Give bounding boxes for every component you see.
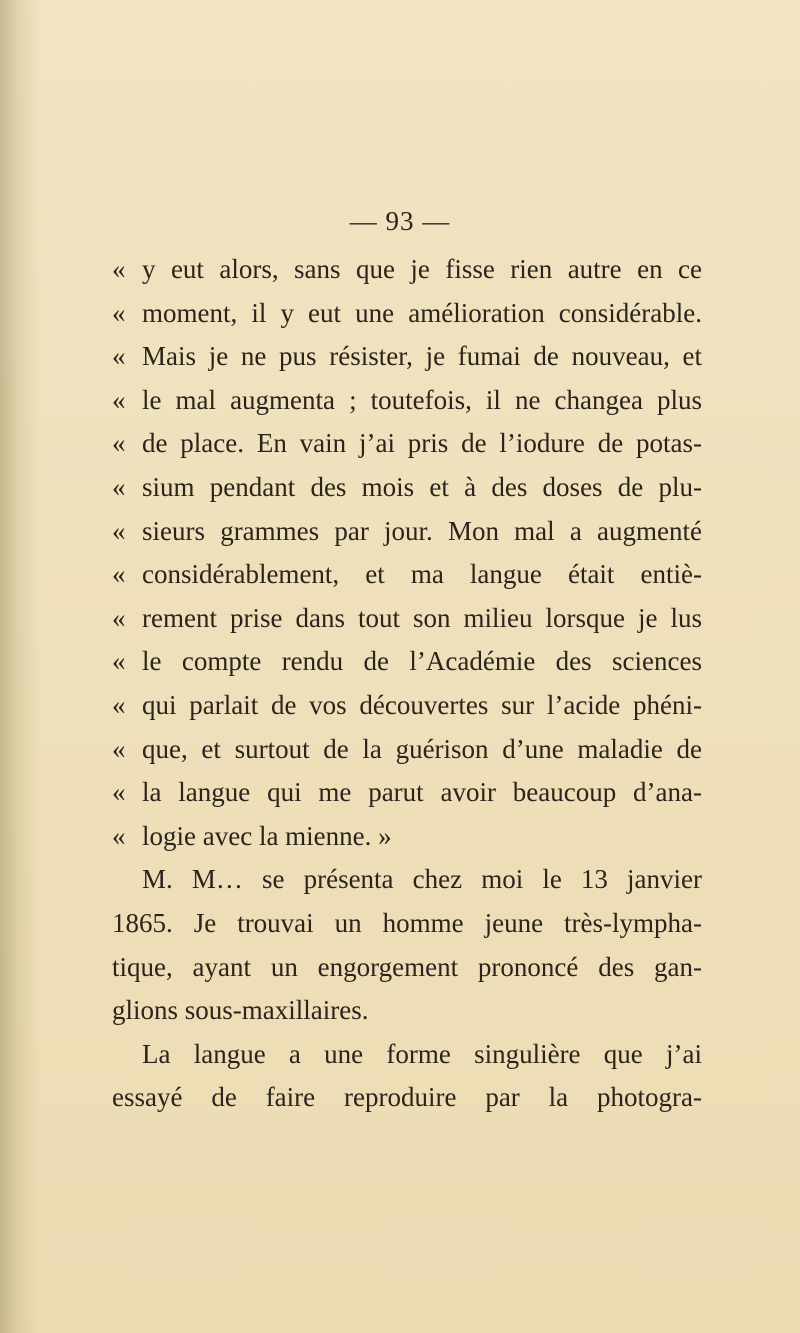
body-text <box>112 248 702 1120</box>
text-line: « qui parlait de vos découvertes sur l’acide phéni- <box>112 684 702 728</box>
text-line: essayé de faire reproduire par la photogra- <box>112 1082 702 1113</box>
text-line: « sium pendant des mois et à des doses de plu- <box>112 466 702 510</box>
text-line: « la langue qui me parut avoir beaucoup d’ana- <box>112 771 702 815</box>
text-line: « le compte rendu de l’Académie des sciences <box>112 640 702 684</box>
text-line: « moment, il y eut une amélioration considérable. <box>112 292 702 336</box>
text-line: « de place. En vain j’ai pris de l’iodure de potas- <box>112 422 702 466</box>
text-line: glions sous-maxillaires. <box>112 995 369 1026</box>
text-line: « sieurs grammes par jour. Mon mal a augmenté <box>112 510 702 554</box>
text-line: La langue a une forme singulière que j’ai <box>142 1038 702 1069</box>
text-line: « logie avec la mienne. » <box>112 815 702 859</box>
text-line: « que, et surtout de la guérison d’une maladie de <box>112 728 702 772</box>
text-line: « rement prise dans tout son milieu lorsque je lus <box>112 597 702 641</box>
page-number: — 93 — <box>349 206 451 236</box>
text-line: tique, ayant un engorgement prononcé des gan- <box>112 951 702 982</box>
text-line: « considérablement, et ma langue était entiè- <box>112 553 702 597</box>
text-line: « Mais je ne pus résister, je fumai de nouveau, et <box>112 335 702 379</box>
text-line: « le mal augmenta ; toutefois, il ne changea plus <box>112 379 702 423</box>
text-line: « y eut alors, sans que je fisse rien autre en ce <box>112 248 702 292</box>
text-line: M. M… se présenta chez moi le 13 janvier <box>142 864 702 895</box>
text-line: 1865. Je trouvai un homme jeune très-lympha- <box>112 907 702 938</box>
